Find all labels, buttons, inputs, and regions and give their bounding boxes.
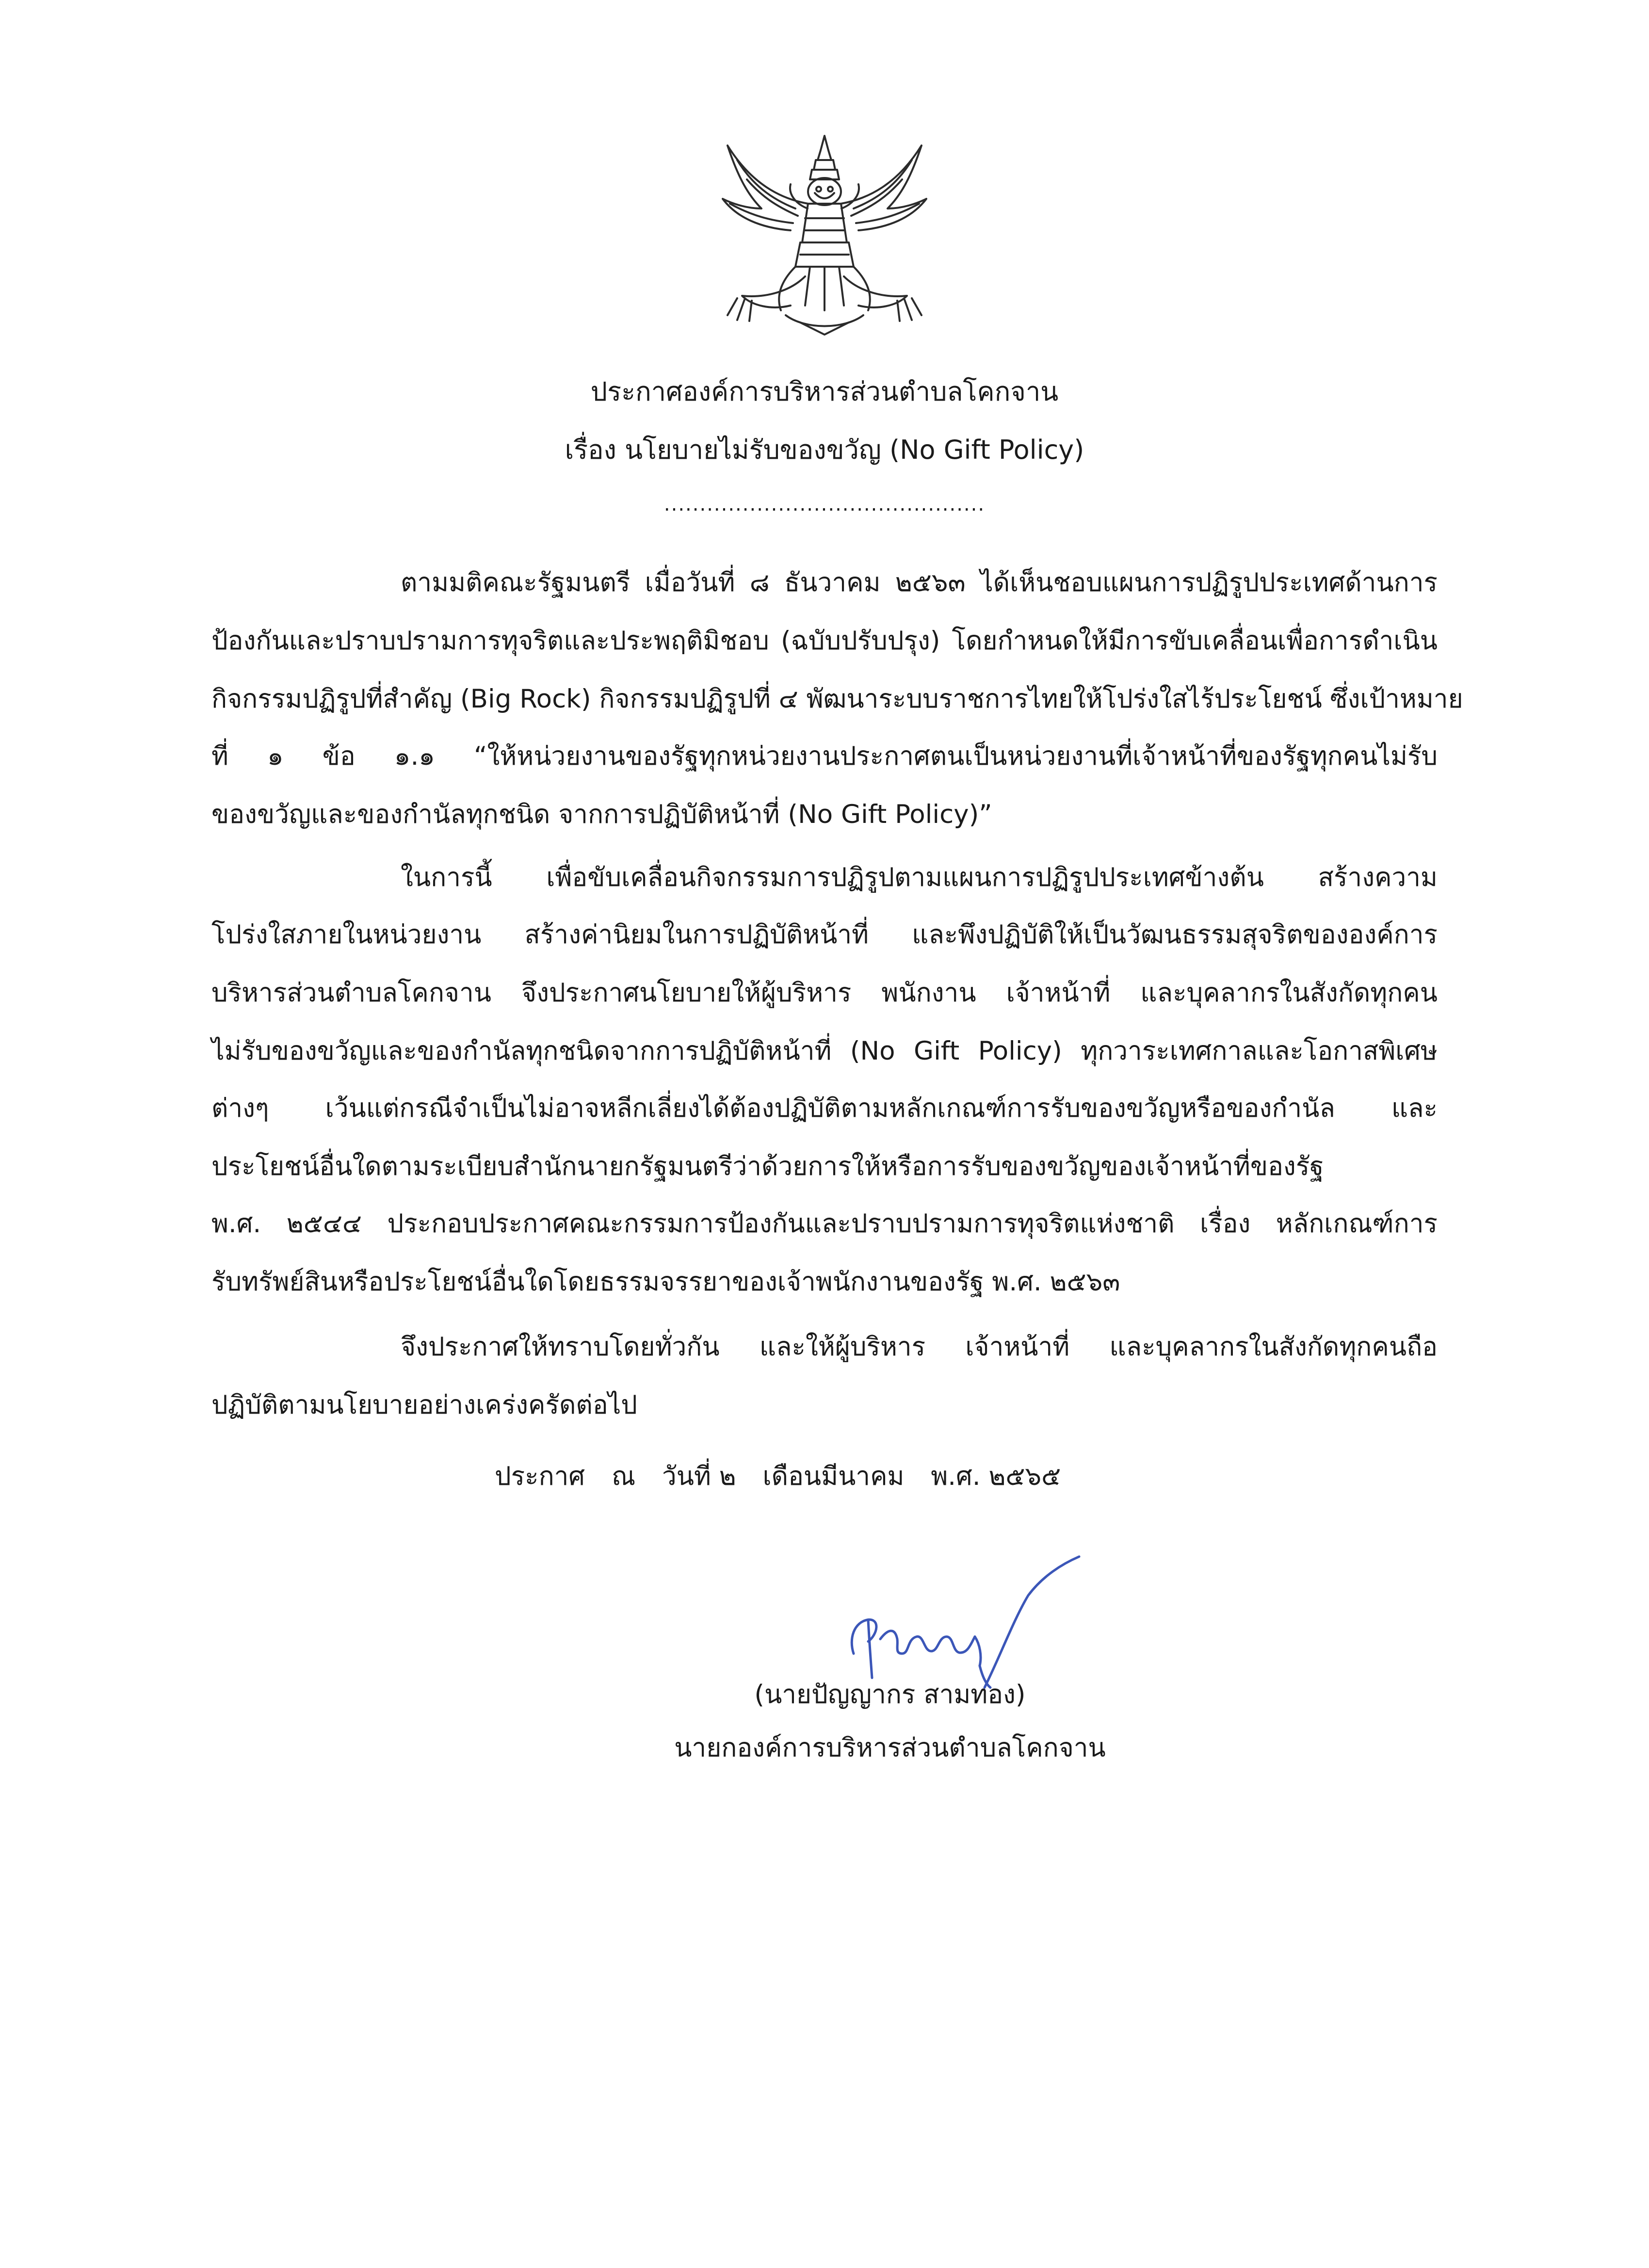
date-announced-label: ประกาศ [495,1462,585,1491]
paragraph-line: ประโยชน์อื่นใดตามระเบียบสำนักนายกรัฐมนตรีว่าด้วยการให้หรือการรับของขวัญของเจ้าหน้าที่ของรัฐ [211,1152,1324,1181]
paragraph-line: บริหารส่วนตำบลโคกจาน จึงประกาศนโยบายให้ผู้บริหาร พนักงาน เจ้าหน้าที่ และบุคลากรในสังกัดทุกคน [211,978,1438,1008]
document-title: ประกาศองค์การบริหารส่วนตำบลโคกจาน [590,376,1059,407]
date-day: วันที่ ๒ [662,1462,736,1491]
paragraph-line: ต่างๆ เว้นแต่กรณีจำเป็นไม่อาจหลีกเลี่ยงได้ต้องปฏิบัติตามหลักเกณฑ์การรับของขวัญหรือของกำนัล และ [211,1094,1438,1123]
signer-name: (นายปัญญากร สามทอง) [754,1680,1026,1709]
signer-position: นายกองค์การบริหารส่วนตำบลโคกจาน [674,1733,1106,1763]
paragraph-line: ตามมติคณะรัฐมนตรี เมื่อวันที่ ๘ ธันวาคม ๒๕๖๓ ได้เห็นชอบแผนการปฏิรูปประเทศด้านการ [401,568,1438,597]
paragraph-line: ป้องกันและปราบปรามการทุจริตและประพฤติมิชอบ (ฉบับปรับปรุง) โดยกำหนดให้มีการขับเคลื่อนเพื่อการดำเนิน [211,626,1438,656]
date-year: พ.ศ. ๒๕๖๕ [931,1462,1061,1491]
paragraph-line: พ.ศ. ๒๕๔๔ ประกอบประกาศคณะกรรมการป้องกันและปราบปรามการทุจริตแห่งชาติ เรื่อง หลักเกณฑ์การ [211,1209,1438,1239]
garuda-emblem-icon [708,131,941,339]
paragraph-line: ของขวัญและของกำนัลทุกชนิด จากการปฏิบัติหน้าที่ (No Gift Policy)” [211,800,992,829]
paragraph-line: รับทรัพย์สินหรือประโยชน์อื่นใดโดยธรรมจรรยาของเจ้าพนักงานของรัฐ พ.ศ. ๒๕๖๓ [211,1267,1120,1297]
paragraph-line: ไม่รับของขวัญและของกำนัลทุกชนิดจากการปฏิบัติหน้าที่ (No Gift Policy) ทุกวาระเทศกาลและโอกาสพิเศษ [211,1036,1438,1066]
document-subject: เรื่อง นโยบายไม่รับของขวัญ (No Gift Policy) [565,434,1084,465]
announcement-date [495,1457,1079,1496]
paragraph-line: ที่ ๑ ข้อ ๑.๑ “ให้หน่วยงานของรัฐทุกหน่วยงานประกาศตนเป็นหน่วยงานที่เจ้าหน้าที่ของรัฐทุกคนไม่รับ [211,741,1438,771]
paragraph-line: โปร่งใสภายในหน่วยงาน สร้างค่านิยมในการปฏิบัติหน้าที่ และพึงปฏิบัติให้เป็นวัฒนธรรมสุจริตขององค์การ [211,920,1438,949]
date-at-label: ณ [611,1462,636,1491]
paragraph-line: จึงประกาศให้ทราบโดยทั่วกัน และให้ผู้บริหาร เจ้าหน้าที่ และบุคลากรในสังกัดทุกคนถือ [401,1332,1438,1362]
paragraph-line: ในการนี้ เพื่อขับเคลื่อนกิจกรรมการปฏิรูปตามแผนการปฏิรูปประเทศข้างต้น สร้างความ [401,863,1438,892]
separator-line: ............................................. [663,493,986,515]
paragraph-line: กิจกรรมปฏิรูปที่สำคัญ (Big Rock) กิจกรรมปฏิรูปที่ ๔ พัฒนาระบบราชการไทยให้โปร่งใสไร้ประโยชน์ ซึ่งเป้าหมาย [211,684,1463,714]
paragraph-line: ปฏิบัติตามนโยบายอย่างเคร่งครัดต่อไป [211,1390,637,1420]
date-month: เดือนมีนาคม [762,1462,905,1491]
